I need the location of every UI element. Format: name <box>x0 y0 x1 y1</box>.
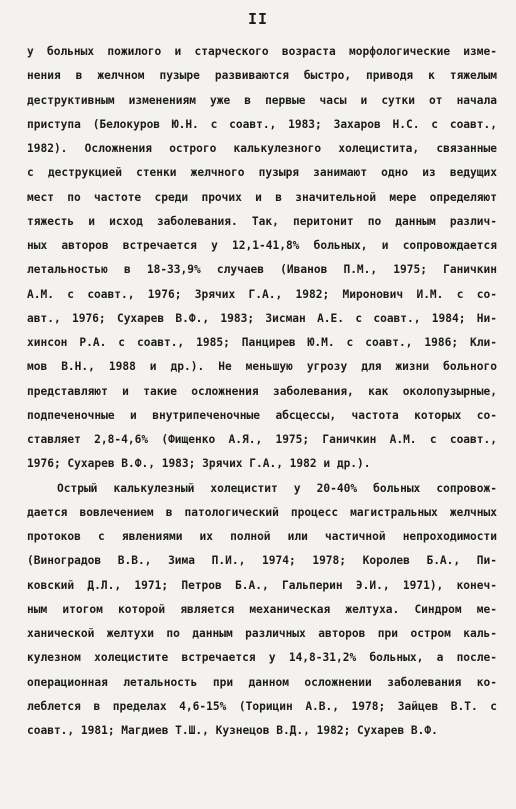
text-line: мов В.Н., 1988 и др.). Не меньшую угрозу для жизни больного <box>27 360 497 374</box>
text-line: 1976; Сухарев В.Ф., 1983; Зрячих Г.А., 1982 и др.). <box>27 457 371 471</box>
text-line: А.М. с соавт., 1976; Зрячих Г.А., 1982; Миронович И.М. с со- <box>27 287 497 301</box>
text-line: летальностью в 18-33,9% случаев (Иванов П.М., 1975; Ганичкин <box>27 263 497 277</box>
text-line: дается вовлечением в патологический процесс магистральных желчных <box>27 505 497 519</box>
text-line: ным итогом которой является механическая желтуха. Синдром ме- <box>27 602 497 616</box>
text-line: операционная летальность при данном осложнении заболевания ко- <box>27 675 497 689</box>
text-line: подпеченочные и внутрипеченочные абсцессы, частота которых со- <box>27 408 497 422</box>
text-line: авт., 1976; Сухарев В.Ф., 1983; Зисман А.Е. с соавт., 1984; Ни- <box>27 311 497 325</box>
text-line: тяжесть и исход заболевания. Так, перитонит по данным различ- <box>27 214 497 228</box>
text-line: ных авторов встречается у 12,1-41,8% больных, и сопровождается <box>27 239 497 252</box>
text-line: деструктивным изменениям уже в первые часы и сутки от начала <box>27 93 497 107</box>
text-line: соавт., 1981; Магдиев Т.Ш., Кузнецов В.Д., 1982; Сухарев В.Ф. <box>27 724 438 737</box>
text-line: с деструкцией стенки желчного пузыря занимают одно из ведущих <box>27 166 497 180</box>
text-line: (Виноградов В.В., Зима П.И., 1974; 1978; Королев Б.А., Пи- <box>27 554 497 568</box>
text-line: представляют и такие осложнения заболевания, как околопузырные, <box>27 384 497 398</box>
text-line: леблется в пределах 4,6-15% (Торицин А.В., 1978; Зайцев В.Т. с <box>27 699 497 713</box>
page-number: II <box>247 10 269 28</box>
paragraph <box>27 477 497 744</box>
text-line: нения в желчном пузыре развиваются быстро, приводя к тяжелым <box>27 69 497 83</box>
text-line: у больных пожилого и старческого возраста морфологические изме- <box>27 45 497 58</box>
body-text <box>27 40 497 743</box>
text-line: 1982). Осложнения острого калькулезного холецистита, связанные <box>27 142 497 155</box>
text-line: ханической желтухи по данным различных авторов при остром каль- <box>27 627 497 640</box>
text-line: Острый калькулезный холецистит у 20-40% больных сопровож- <box>57 481 497 495</box>
paragraph <box>27 40 497 477</box>
text-line: ковский Д.Л., 1971; Петров Б.А., Гальперин Э.И., 1971), конеч- <box>27 578 497 592</box>
text-line: протоков с явлениями их полной или частичной непроходимости <box>27 530 497 543</box>
text-line: приступа (Белокуров Ю.Н. с соавт., 1983; Захаров Н.С. с соавт., <box>27 117 497 131</box>
text-line: хинсон Р.А. с соавт., 1985; Панцирев Ю.М. с соавт., 1986; Кли- <box>27 336 497 349</box>
text-line: мест по частоте среди прочих и в значительной мере определяют <box>27 190 497 204</box>
text-line: кулезном холецистите встречается у 14,8-31,2% больных, а после- <box>27 651 497 665</box>
text-line: ставляет 2,8-4,6% (Фищенко А.Я., 1975; Ганичкин А.М. с соавт., <box>27 433 497 446</box>
